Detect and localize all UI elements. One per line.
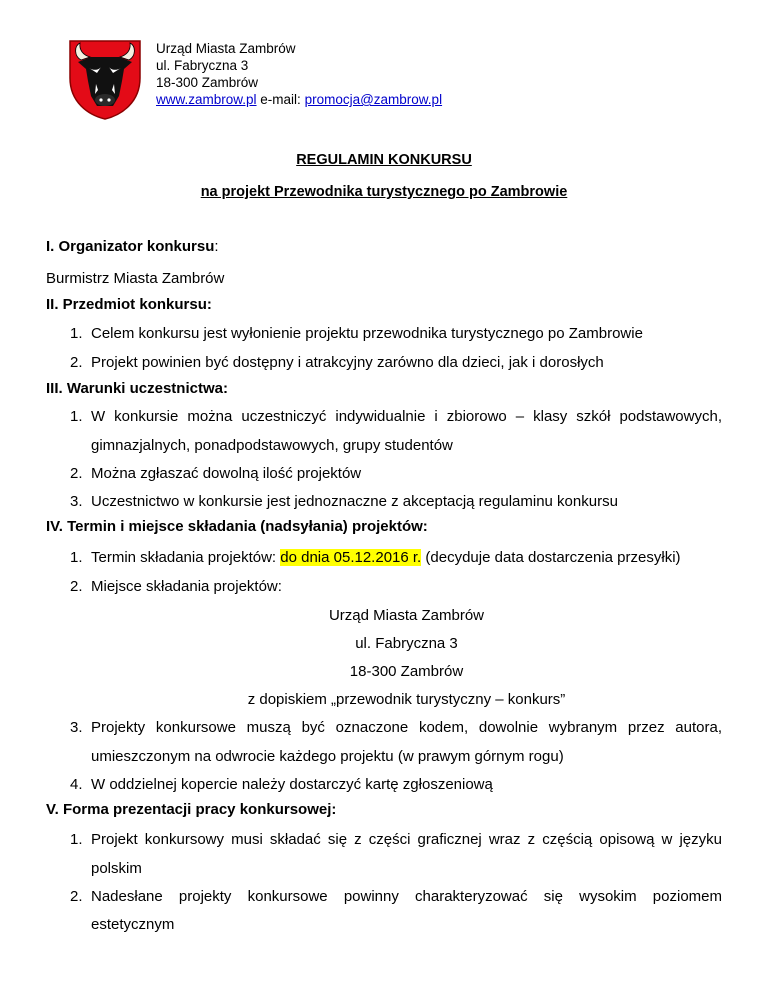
list-item: 3. Projekty konkursowe muszą być oznaczone kodem, dowolnie wybranym przez autora, xyxy=(70,719,722,736)
deadline-highlight: do dnia 05.12.2016 r. xyxy=(280,549,422,566)
section-form-heading: V. Forma prezentacji pracy konkursowej: xyxy=(46,801,337,818)
section-organizer-heading: I. Organizator konkursu: xyxy=(46,238,219,255)
sender-address xyxy=(156,40,442,108)
list-item: 2. Nadesłane projekty konkursowe powinny charakteryzować się wysokim poziomem xyxy=(70,888,722,905)
list-item: 1. Termin składania projektów: do dnia 05.12.2016 r. (decyduje data dostarczenia przesyłki) xyxy=(70,549,681,566)
submission-city: 18-300 Zambrów xyxy=(349,663,464,680)
office-street: ul. Fabryczna 3 xyxy=(156,58,249,73)
office-name: Urząd Miasta Zambrów xyxy=(156,41,296,56)
website-link[interactable]: www.zambrow.pl xyxy=(156,92,257,107)
section-conditions-heading: III. Warunki uczestnictwa: xyxy=(46,380,228,397)
submission-note: z dopiskiem „przewodnik turystyczny – konkurs” xyxy=(247,691,566,708)
list-item: 1. Projekt konkursowy musi składać się z części graficznej wraz z częścią opisową w języku xyxy=(70,831,722,848)
section-subject-heading: II. Przedmiot konkursu: xyxy=(46,296,212,313)
organizer-name: Burmistrz Miasta Zambrów xyxy=(46,270,225,287)
email-label: e-mail: xyxy=(256,92,305,107)
document-title: REGULAMIN KONKURSU xyxy=(296,152,472,168)
submission-street: ul. Fabryczna 3 xyxy=(355,635,458,652)
list-item-continuation: gimnazjalnych, ponadpodstawowych, grupy studentów xyxy=(91,437,453,454)
zambrow-coat-of-arms xyxy=(66,38,144,120)
list-item: 4. W oddzielnej kopercie należy dostarczyć kartę zgłoszeniową xyxy=(70,776,493,793)
office-city: 18-300 Zambrów xyxy=(156,75,259,90)
list-item: 3. Uczestnictwo w konkursie jest jednoznaczne z akceptacją regulaminu konkursu xyxy=(70,493,618,510)
list-item: 2. Można zgłaszać dowolną ilość projektów xyxy=(70,465,362,482)
email-link[interactable]: promocja@zambrow.pl xyxy=(304,92,443,107)
list-item-continuation: polskim xyxy=(91,860,142,877)
list-item-continuation: umieszczonym na odwrocie każdego projektu (w prawym górnym rogu) xyxy=(91,748,564,765)
list-item: 1. Celem konkursu jest wyłonienie projektu przewodnika turystycznego po Zambrowie xyxy=(70,325,643,342)
document-subtitle: na projekt Przewodnika turystycznego po Zambrowie xyxy=(200,184,568,200)
contact-line xyxy=(156,91,442,108)
list-item: 1. W konkursie można uczestniczyć indywidualnie i zbiorowo – klasy szkół podstawowych, xyxy=(70,408,722,425)
list-item: 2. Projekt powinien być dostępny i atrakcyjny zarówno dla dzieci, jak i dorosłych xyxy=(70,354,604,371)
section-deadline-heading: IV. Termin i miejsce składania (nadsyłania) projektów: xyxy=(46,518,428,535)
list-item: 2. Miejsce składania projektów: xyxy=(70,578,282,595)
list-item-continuation: estetycznym xyxy=(91,916,175,933)
submission-office: Urząd Miasta Zambrów xyxy=(328,607,485,624)
